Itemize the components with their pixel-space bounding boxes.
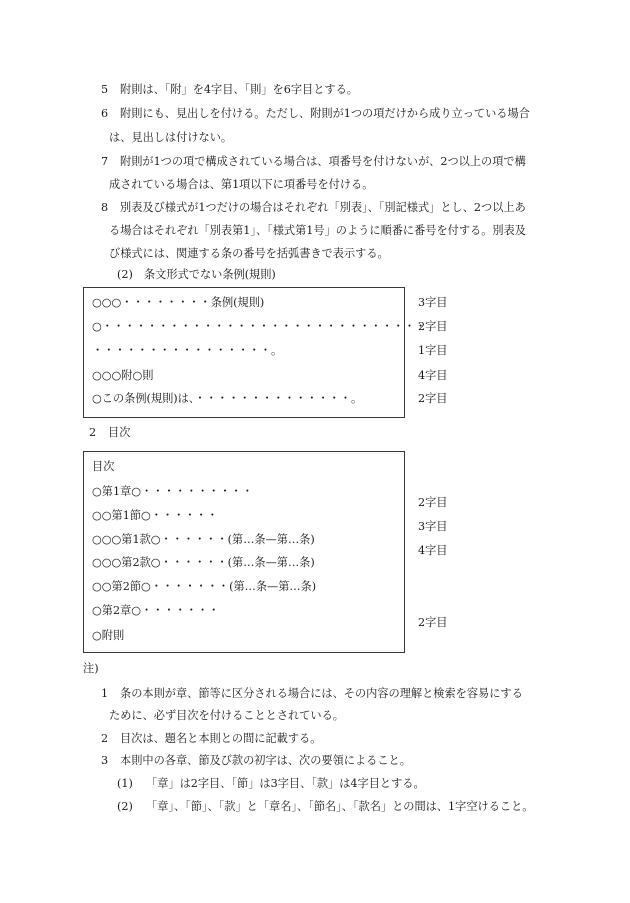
rule-line: 附則にも、見出しを付ける。ただし、附則が1つの項だけから成り立っている場合: [120, 107, 530, 120]
subsection-number: (2): [117, 268, 133, 281]
indent-note: 2字目: [418, 616, 448, 629]
box-line: ○第2章○・・・・・・・: [92, 604, 220, 617]
note-line: 本則中の各章、節及び款の初字は、次の要領によること。: [120, 754, 411, 767]
notes-heading: 注): [83, 662, 99, 675]
section-title: 目次: [108, 426, 131, 439]
box-line: ○・・・・・・・・・・・・・・・・・・・・・・・・・・・・・: [92, 320, 427, 333]
section-number: 2: [89, 426, 97, 439]
rule-line: び様式には、関連する条の番号を括弧書きで表示する。: [109, 247, 389, 260]
note-line: ために、必ず目次を付けることとされている。: [109, 709, 344, 722]
subnote-text: 「章」、「節」、「款」と「章名」、「節名」、「款名」との間は、1字空けること。: [146, 800, 534, 813]
example-box-toc: [83, 451, 405, 653]
box-line: ○○○附○則: [92, 369, 154, 382]
rule-number: 8: [101, 201, 109, 214]
box-line: ○第1章○・・・・・・・・・・: [92, 485, 253, 498]
box-line: ○○○第2款○・・・・・・(第…条—第…条): [92, 556, 315, 569]
box-line: ○○第1節○・・・・・・: [92, 509, 218, 522]
rule-number: 6: [101, 107, 109, 120]
indent-note: 3字目: [418, 520, 448, 533]
indent-note: 4字目: [418, 544, 448, 557]
box-line: ○○第2節○・・・・・・・(第…条—第…条): [92, 580, 317, 593]
box-line: ・・・・・・・・・・・・・・・・。: [92, 344, 283, 357]
rule-line: 成されている場合は、第1項以下に項番号を付ける。: [109, 178, 374, 191]
box-line: ○○○・・・・・・・・条例(規則): [92, 296, 265, 309]
note-number: 1: [101, 687, 109, 700]
indent-note: 2字目: [418, 392, 448, 405]
rule-number: 5: [101, 83, 109, 96]
note-number: 3: [101, 754, 109, 767]
note-line: 条の本則が章、節等に区分される場合には、その内容の理解と検索を容易にする: [120, 687, 523, 700]
indent-note: 2字目: [418, 320, 448, 333]
box-line: ○附則: [92, 629, 125, 642]
rule-line: は、見出しは付けない。: [109, 131, 233, 144]
rule-line: 附則は、「附」を4字目、「則」を6字目とする。: [120, 83, 358, 96]
rule-number: 7: [101, 155, 109, 168]
note-line: 目次は、題名と本則との間に記載する。: [120, 732, 322, 745]
indent-note: 4字目: [418, 369, 448, 382]
subnote-number: (1): [117, 777, 133, 790]
subnote-text: 「章」は2字目、「節」は3字目、「款」は4字目とする。: [146, 777, 425, 790]
box-line: ○○○第1款○・・・・・・(第…条—第…条): [92, 533, 315, 546]
rule-line: 附則が1つの項で構成されている場合は、項番号を付けないが、2つ以上の項で構: [120, 155, 526, 168]
indent-note: 3字目: [418, 296, 448, 309]
rule-line: る場合はそれぞれ「別表第1」、「様式第1号」のように順番に番号を付する。別表及: [109, 224, 526, 237]
box-line: 目次: [92, 460, 115, 473]
subsection-title: 条文形式でない条例(規則): [144, 268, 276, 281]
note-number: 2: [101, 732, 109, 745]
indent-note: 2字目: [418, 496, 448, 509]
rule-line: 別表及び様式が1つだけの場合はそれぞれ「別表」、「別記様式」とし、2つ以上あ: [120, 201, 526, 214]
subnote-number: (2): [117, 800, 133, 813]
indent-note: 1字目: [418, 344, 448, 357]
box-line: ○この条例(規則)は、・・・・・・・・・・・・・・。: [92, 392, 363, 405]
